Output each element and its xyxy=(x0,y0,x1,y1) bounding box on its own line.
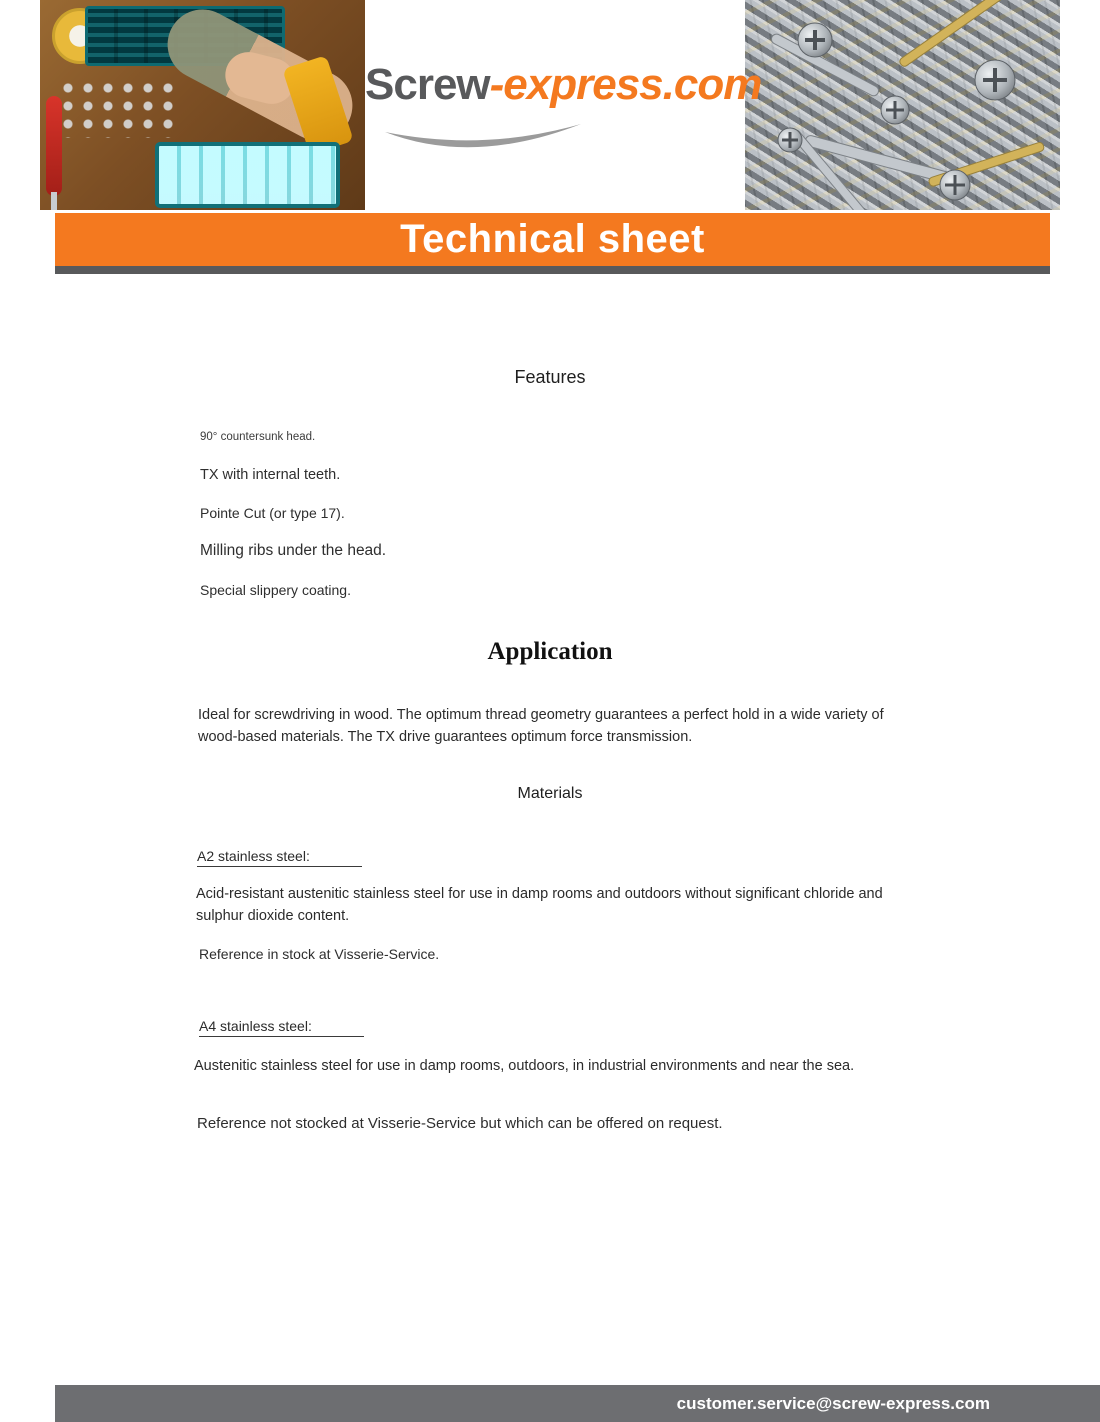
brand-name-primary: Screw xyxy=(365,60,490,109)
brand-name-secondary: -express.com xyxy=(489,60,762,109)
screws-illustration xyxy=(745,0,1060,210)
document-title: Technical sheet xyxy=(400,217,705,261)
materials-heading: Materials xyxy=(517,785,583,802)
a4-steel-heading-text: A4 stainless steel: xyxy=(199,1018,364,1037)
banner-underline-strip xyxy=(55,266,1050,274)
a2-steel-stock-note: Reference in stock at Visserie-Service. xyxy=(199,946,440,962)
logo-swoosh-icon xyxy=(383,122,583,162)
screws-photo xyxy=(745,0,1060,210)
a2-steel-description: Acid-resistant austenitic stainless steel for use in damp rooms and outdoors without significant chloride and sulphur dioxide content. xyxy=(196,886,883,924)
loose-screws-shape xyxy=(58,78,178,138)
feature-item: Pointe Cut (or type 17). xyxy=(200,505,345,521)
application-paragraph: Ideal for screwdriving in wood. The optimum thread geometry guarantees a perfect hold in a wide variety of wood-based materials. The TX drive guarantees optimum force transmission. xyxy=(198,707,884,746)
a2-steel-heading xyxy=(197,848,362,867)
footer-email: customer.service@screw-express.com xyxy=(676,1393,990,1413)
features-heading: Features xyxy=(514,367,586,387)
brand-logo xyxy=(365,60,762,180)
footer-bar xyxy=(55,1385,1100,1422)
feature-item: 90° countersunk head. xyxy=(200,431,316,443)
feature-item: Special slippery coating. xyxy=(200,582,351,598)
a2-steel-heading-text: A2 stainless steel: xyxy=(197,848,362,867)
application-heading: Application xyxy=(487,638,613,665)
screwdriver-shape xyxy=(46,96,62,196)
a4-steel-description: Austenitic stainless steel for use in damp rooms, outdoors, in industrial environments and near the sea. xyxy=(194,1058,855,1074)
feature-item: Milling ribs under the head. xyxy=(200,542,387,559)
a4-steel-stock-note: Reference not stocked at Visserie-Service but which can be offered on request. xyxy=(197,1115,723,1132)
feature-item: TX with internal teeth. xyxy=(200,467,341,483)
workbench-photo xyxy=(40,0,365,210)
teal-tray-shape xyxy=(155,142,340,208)
title-banner xyxy=(55,213,1050,266)
a4-steel-heading xyxy=(199,1018,364,1037)
brand-logo-text xyxy=(365,60,762,110)
